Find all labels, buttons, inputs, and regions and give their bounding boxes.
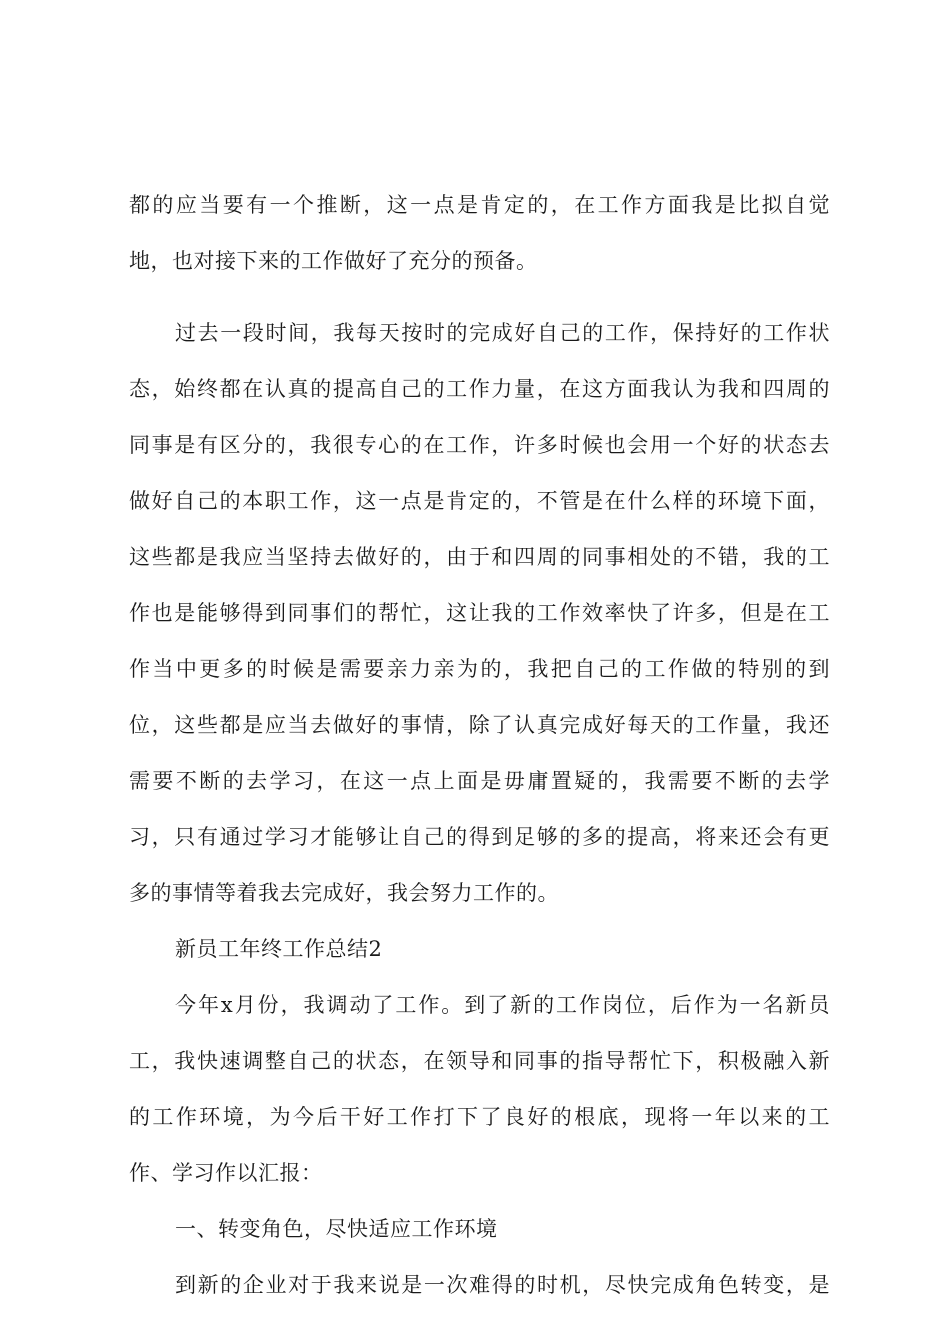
paragraph-line: 过去一段时间，我每天按时的完成好自己的工作，保持好的工作状 bbox=[175, 321, 830, 345]
paragraph-line: 作也是能够得到同事们的帮忙，这让我的工作效率快了许多，但是在工 bbox=[129, 601, 830, 625]
paragraph-line: 地，也对接下来的工作做好了充分的预备。 bbox=[129, 249, 538, 273]
paragraph-line: 工，我快速调整自己的状态，在领导和同事的指导帮忙下，积极融入新 bbox=[129, 1049, 830, 1073]
paragraph-line: 都的应当要有一个推断，这一点是肯定的，在工作方面我是比拟自觉 bbox=[129, 193, 830, 217]
paragraph-line: 今年x月份，我调动了工作。到了新的工作岗位，后作为一名新员 bbox=[175, 993, 830, 1017]
paragraph-line: 作、学习作以汇报： bbox=[129, 1161, 323, 1185]
section-heading: 新员工年终工作总结2 bbox=[175, 937, 383, 961]
paragraph-line: 到新的企业对于我来说是一次难得的时机，尽快完成角色转变，是 bbox=[175, 1273, 830, 1297]
paragraph-line: 这些都是我应当坚持去做好的，由于和四周的同事相处的不错，我的工 bbox=[129, 545, 830, 569]
paragraph-line: 习，只有通过学习才能够让自己的得到足够的多的提高，将来还会有更 bbox=[129, 825, 830, 849]
subsection-heading: 一、转变角色，尽快适应工作环境 bbox=[175, 1217, 498, 1241]
paragraph-line: 的工作环境，为今后干好工作打下了良好的根底，现将一年以来的工 bbox=[129, 1105, 830, 1129]
paragraph-line: 态，始终都在认真的提高自己的工作力量，在这方面我认为我和四周的 bbox=[129, 377, 830, 401]
paragraph-line: 需要不断的去学习，在这一点上面是毋庸置疑的，我需要不断的去学 bbox=[129, 769, 830, 793]
paragraph-line: 做好自己的本职工作，这一点是肯定的，不管是在什么样的环境下面， bbox=[129, 489, 830, 513]
paragraph-line: 多的事情等着我去完成好，我会努力工作的。 bbox=[129, 881, 559, 905]
paragraph-line: 位，这些都是应当去做好的事情，除了认真完成好每天的工作量，我还 bbox=[129, 713, 830, 737]
paragraph-line: 作当中更多的时候是需要亲力亲为的，我把自己的工作做的特别的到 bbox=[129, 657, 830, 681]
paragraph-line: 同事是有区分的，我很专心的在工作，许多时候也会用一个好的状态去 bbox=[129, 433, 830, 457]
